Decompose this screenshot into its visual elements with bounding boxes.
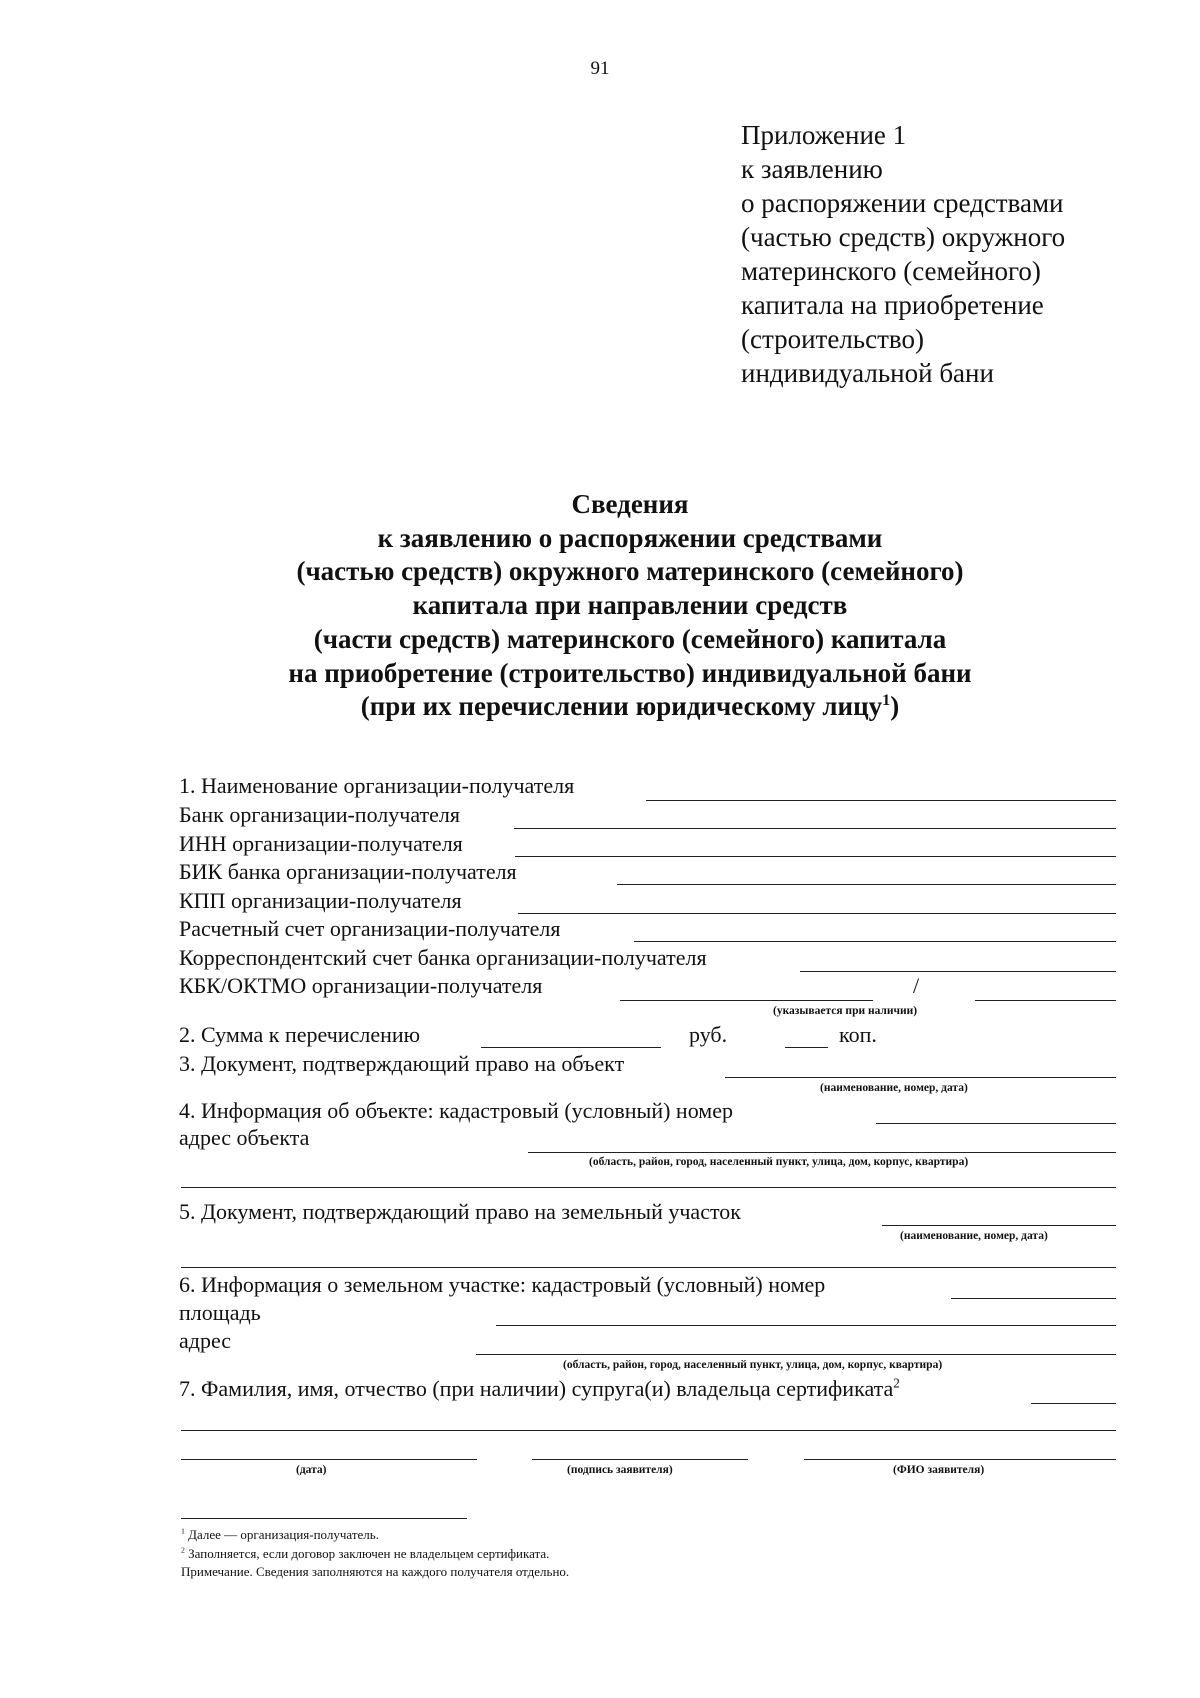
- footnote-2-text: Заполняется, если договор заключен не владельцем сертификата.: [188, 1546, 550, 1561]
- sum-label: 2. Сумма к перечислению: [179, 1022, 421, 1047]
- appendix-line: Приложение 1: [741, 120, 907, 150]
- appendix-line: (частью средств) окружного: [741, 222, 1066, 252]
- spouse-field-2[interactable]: [181, 1430, 1116, 1431]
- title-line: капитала при направлении средств: [412, 590, 848, 621]
- title-last-text: (при их перечислении юридическому лицу: [360, 691, 883, 722]
- page-number: 91: [590, 58, 610, 79]
- bik-field[interactable]: [617, 884, 1116, 885]
- sum-rub-field[interactable]: [481, 1047, 661, 1048]
- kpp-field[interactable]: [518, 913, 1116, 914]
- corr-account-label: Корреспондентский счет банка организации-получателя: [179, 945, 707, 970]
- title-line: на приобретение (строительство) индивидуальной бани: [288, 657, 972, 688]
- footnote-2: [181, 1546, 549, 1562]
- spouse-label: [179, 1376, 900, 1402]
- land-address-field[interactable]: [476, 1354, 1116, 1355]
- fio-hint: (ФИО заявителя): [893, 1464, 985, 1476]
- footnote-ref-2: 2: [893, 1375, 900, 1391]
- corr-account-field[interactable]: [800, 971, 1116, 972]
- doc-land-hint: (наименование, номер, дата): [900, 1230, 1048, 1242]
- object-address-label: адрес объекта: [179, 1125, 310, 1150]
- appendix-line: о распоряжении средствами: [741, 188, 1064, 218]
- footnote-note: Примечание. Сведения заполняются на каждого получателя отдельно.: [181, 1564, 570, 1579]
- inn-field[interactable]: [515, 856, 1116, 857]
- bank-label: Банк организации-получателя: [179, 802, 460, 827]
- land-area-label: площадь: [179, 1300, 261, 1325]
- footnote-2-num: 2: [181, 1545, 185, 1555]
- kbk-label: КБК/ОКТМО организации-получателя: [179, 973, 543, 998]
- oktmo-field[interactable]: [975, 1000, 1116, 1001]
- account-label: Расчетный счет организации-получателя: [179, 916, 561, 941]
- org-name-field[interactable]: [646, 800, 1116, 801]
- signature-field[interactable]: [532, 1459, 748, 1460]
- footnote-1-text: Далее — организация-получатель.: [188, 1527, 379, 1542]
- title-line: (части средств) материнского (семейного) капитала: [313, 623, 947, 654]
- title-line: к заявлению о распоряжении средствами: [377, 522, 883, 553]
- footnote-ref-1: 1: [882, 691, 891, 710]
- object-cadastral-field[interactable]: [876, 1123, 1116, 1124]
- org-name-label: 1. Наименование организации-получателя: [179, 773, 575, 798]
- land-info-label: 6. Информация о земельном участке: кадастровый (условный) номер: [179, 1272, 826, 1297]
- fio-field[interactable]: [804, 1459, 1116, 1460]
- doc-object-hint: (наименование, номер, дата): [820, 1082, 968, 1094]
- land-address-hint: (область, район, город, населенный пункт, улица, дом, корпус, квартира): [563, 1359, 943, 1371]
- sum-kop-field[interactable]: [785, 1047, 828, 1048]
- kop-label: коп.: [839, 1022, 877, 1047]
- doc-land-field-2[interactable]: [181, 1267, 1116, 1268]
- spouse-label-text: 7. Фамилия, имя, отчество (при наличии) супруга(и) владельца сертификата: [179, 1376, 894, 1401]
- object-info-label: 4. Информация об объекте: кадастровый (условный) номер: [179, 1098, 733, 1123]
- doc-object-field[interactable]: [725, 1077, 1116, 1078]
- date-hint: (дата): [296, 1464, 327, 1476]
- appendix-line: (строительство): [741, 324, 924, 354]
- object-address-hint: (область, район, город, населенный пункт, улица, дом, корпус, квартира): [589, 1156, 969, 1168]
- object-address-field-2[interactable]: [181, 1187, 1116, 1188]
- bik-label: БИК банка организации-получателя: [179, 859, 517, 884]
- appendix-header: [741, 118, 1065, 390]
- footnote-divider: [181, 1518, 467, 1519]
- document-title: [0, 488, 1200, 724]
- object-address-field[interactable]: [528, 1152, 1116, 1153]
- kbk-field[interactable]: [620, 1000, 873, 1001]
- kbk-separator: /: [913, 973, 920, 998]
- title-last-end: ): [890, 691, 900, 722]
- doc-object-label: 3. Документ, подтверждающий право на объект: [179, 1051, 625, 1076]
- footnote-1-num: 1: [181, 1526, 185, 1536]
- bank-field[interactable]: [514, 828, 1116, 829]
- rub-label: руб.: [689, 1022, 728, 1047]
- appendix-line: индивидуальной бани: [741, 358, 994, 388]
- inn-label: ИНН организации-получателя: [179, 831, 463, 856]
- date-field[interactable]: [181, 1459, 477, 1460]
- title-line: Сведения: [571, 489, 689, 519]
- doc-land-label: 5. Документ, подтверждающий право на земельный участок: [179, 1199, 741, 1224]
- spouse-field[interactable]: [1031, 1403, 1116, 1404]
- kbk-hint: (указывается при наличии): [773, 1005, 918, 1017]
- land-cadastral-field[interactable]: [951, 1298, 1116, 1299]
- account-field[interactable]: [634, 941, 1116, 942]
- appendix-line: материнского (семейного): [741, 256, 1041, 286]
- appendix-line: капитала на приобретение: [741, 290, 1044, 320]
- footnote-1: [181, 1527, 379, 1543]
- title-line: (частью средств) окружного материнского (семейного): [296, 556, 964, 587]
- land-area-field[interactable]: [496, 1325, 1116, 1326]
- doc-land-field[interactable]: [882, 1225, 1116, 1226]
- land-address-label: адрес: [179, 1328, 232, 1353]
- kpp-label: КПП организации-получателя: [179, 888, 462, 913]
- signature-hint: (подпись заявителя): [567, 1464, 673, 1476]
- title-line-last: [0, 690, 1200, 724]
- appendix-line: к заявлению: [741, 154, 883, 184]
